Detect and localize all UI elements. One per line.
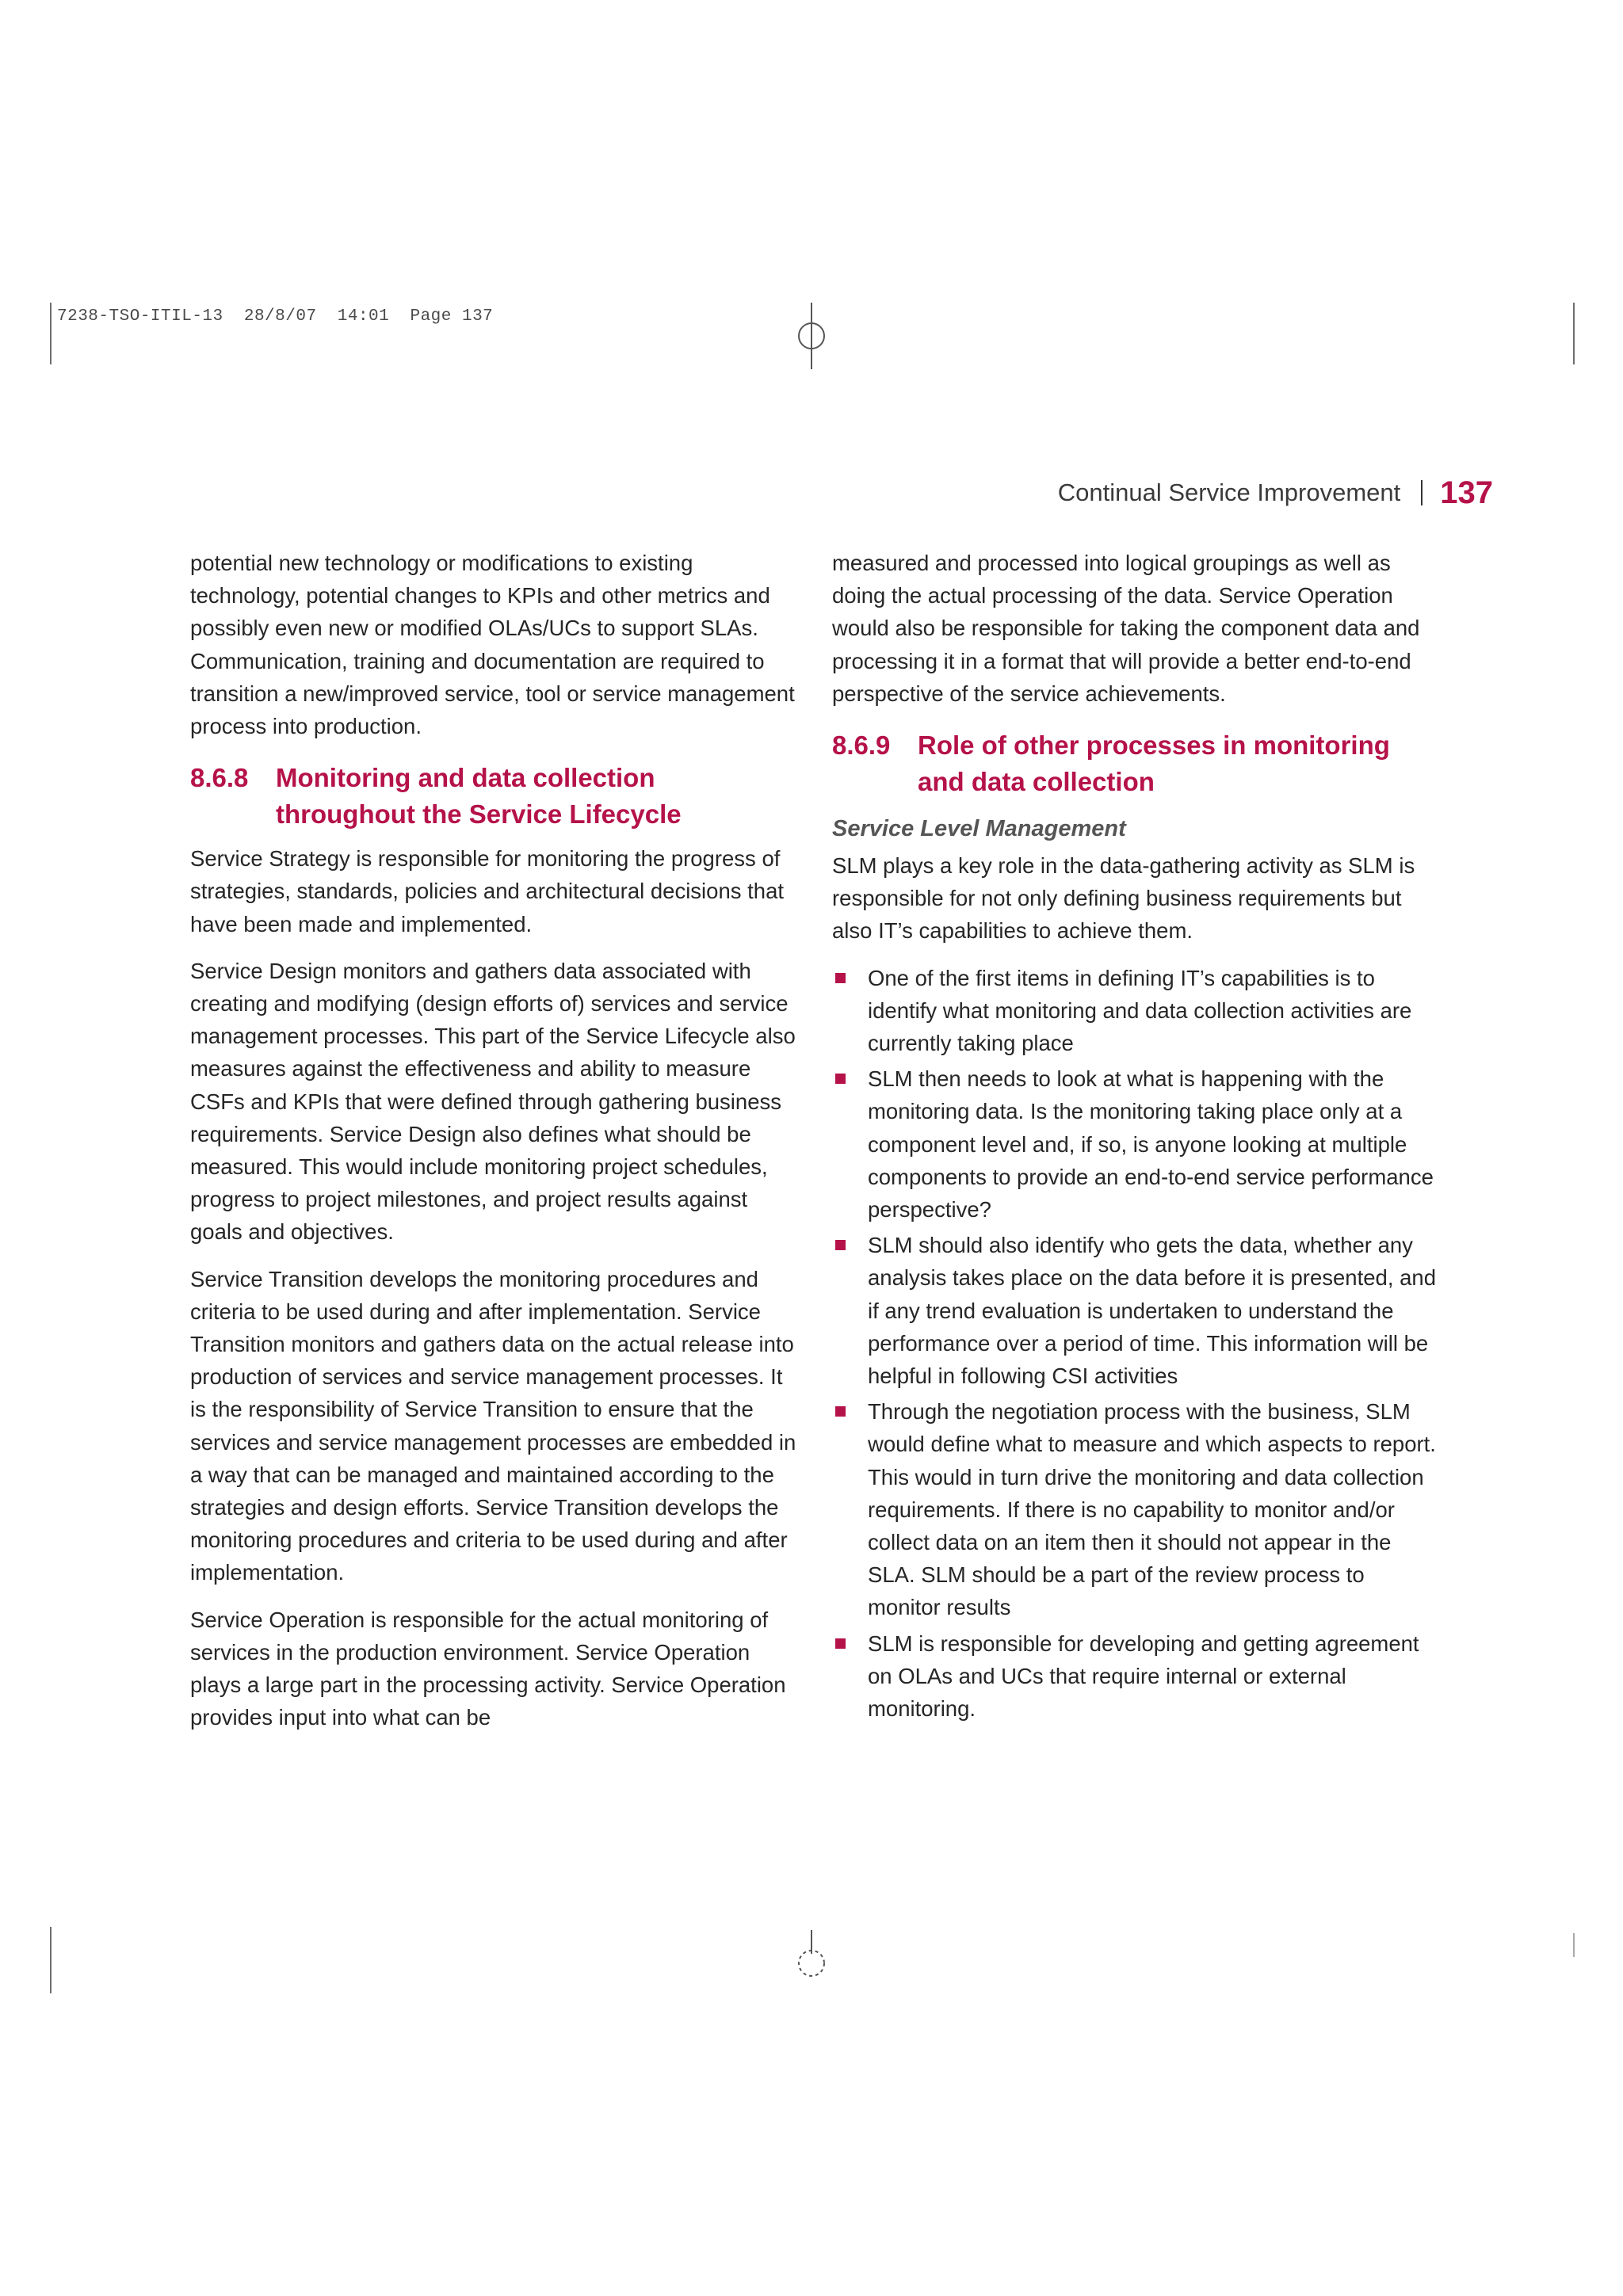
subsection-intro: SLM plays a key role in the data-gathering activity as SLM is responsible for not only defining business requirements but also IT’s capabilities to achieve them.	[832, 853, 1415, 944]
square-bullet-icon	[835, 1638, 846, 1649]
subheading-service-level-management: Service Level Management	[832, 816, 1126, 842]
section-heading-8-6-9	[832, 727, 1442, 800]
bullet-list	[832, 962, 1442, 1726]
body-paragraph: Service Design monitors and gathers data associated with creating and modifying (design efforts of) services and service management processes. This part of the Service Lifecycle also measures against the effectiveness and ability to measure CSFs and KPIs that were defined through gathering business requirements. Service Design also defines what should be measured. This would include monitoring project schedules, progress to project milestones, and project results against goals and objectives.	[190, 958, 796, 1245]
bullet-item	[832, 1627, 1442, 1726]
bullet-text: One of the first items in defining IT’s capabilities is to identify what monitoring and data collection activities are currently taking place	[868, 965, 1412, 1056]
section-title: Monitoring and data collection throughout the Service Lifecycle	[276, 763, 682, 830]
section-number: 8.6.9	[832, 730, 891, 761]
bullet-item	[832, 1062, 1442, 1226]
crop-mark-bottom-right	[1573, 1933, 1575, 1957]
body-paragraph: Service Transition develops the monitoring procedures and criteria to be used during and after implementation. Service Transition monitors and gathers data on the actual release into production of services and service management processes. It is the responsibility of Service Transition to ensure that the services and service management processes are embedded in a way that can be managed and maintained according to the strategies and design efforts. Service Transition develops the monitoring procedures and criteria to be used during and after implementation.	[190, 1266, 796, 1585]
square-bullet-icon	[835, 1240, 846, 1250]
body-paragraph: Service Strategy is responsible for monitoring the progress of strategies, standards, policies and architectural decisions that have been made and implemented.	[190, 846, 785, 936]
square-bullet-icon	[835, 1074, 846, 1084]
intro-paragraph: potential new technology or modifications to existing technology, potential changes to KPIs and other metrics and possibly even new or modified OLAs/UCs to support SLAs. Communication, training and documentation are required to transition a new/improved service, tool or service management process into production.	[190, 551, 795, 739]
crop-mark-bottom-left	[50, 1927, 52, 1993]
left-column	[190, 547, 796, 1749]
bullet-text: SLM should also identify who gets the data, whether any analysis takes place on the data before it is presented, and if any trend evaluation is undertaken to understand the performance over a period of time. This information will be helpful in following CSI activities	[868, 1233, 1436, 1389]
bullet-text: Through the negotiation process with the business, SLM would define what to measure and which aspects to report. This would in turn drive the monitoring and data collection requirements. If there is no capability to monitor and/or collect data on an item then it should not appear in the SLA. SLM should be a part of the review process to monitor results	[868, 1399, 1436, 1620]
bullet-item	[832, 1229, 1442, 1392]
running-head-separator	[1421, 480, 1423, 505]
bullet-item	[832, 962, 1442, 1060]
registration-mark-bottom-icon	[792, 1930, 831, 1982]
section-heading-8-6-8	[190, 760, 796, 833]
registration-mark-top-icon	[792, 303, 831, 369]
crop-mark-top-right	[1573, 303, 1575, 364]
bullet-item	[832, 1395, 1442, 1623]
body-paragraph: Service Operation is responsible for the actual monitoring of services in the production environment. Service Operation plays a large part in the processing activity. Service Operation provides input into what can be	[190, 1607, 786, 1730]
square-bullet-icon	[835, 1406, 846, 1417]
running-head-title: Continual Service Improvement	[1057, 479, 1401, 506]
square-bullet-icon	[835, 973, 846, 983]
page-number: 137	[1440, 475, 1493, 510]
right-column	[832, 547, 1442, 1728]
crop-mark-top-left	[50, 303, 52, 364]
print-slug: 7238-TSO-ITIL-13 28/8/07 14:01 Page 137	[57, 307, 494, 326]
running-head	[1058, 474, 1493, 512]
section-title: Role of other processes in monitoring and data collection	[918, 730, 1390, 797]
bullet-text: SLM is responsible for developing and getting agreement on OLAs and UCs that require internal or external monitoring.	[868, 1630, 1419, 1722]
continuation-paragraph: measured and processed into logical groupings as well as doing the actual processing of the data. Service Operation would also be responsible for taking the component data and processing it in a format that will provide a better end-to-end perspective of the service achievements.	[832, 551, 1420, 706]
section-number: 8.6.8	[190, 763, 249, 793]
bullet-text: SLM then needs to look at what is happening with the monitoring data. Is the monitoring taking place only at a component level and, if so, is anyone looking at multiple components to provide an end-to-end service performance perspective?	[868, 1066, 1434, 1222]
